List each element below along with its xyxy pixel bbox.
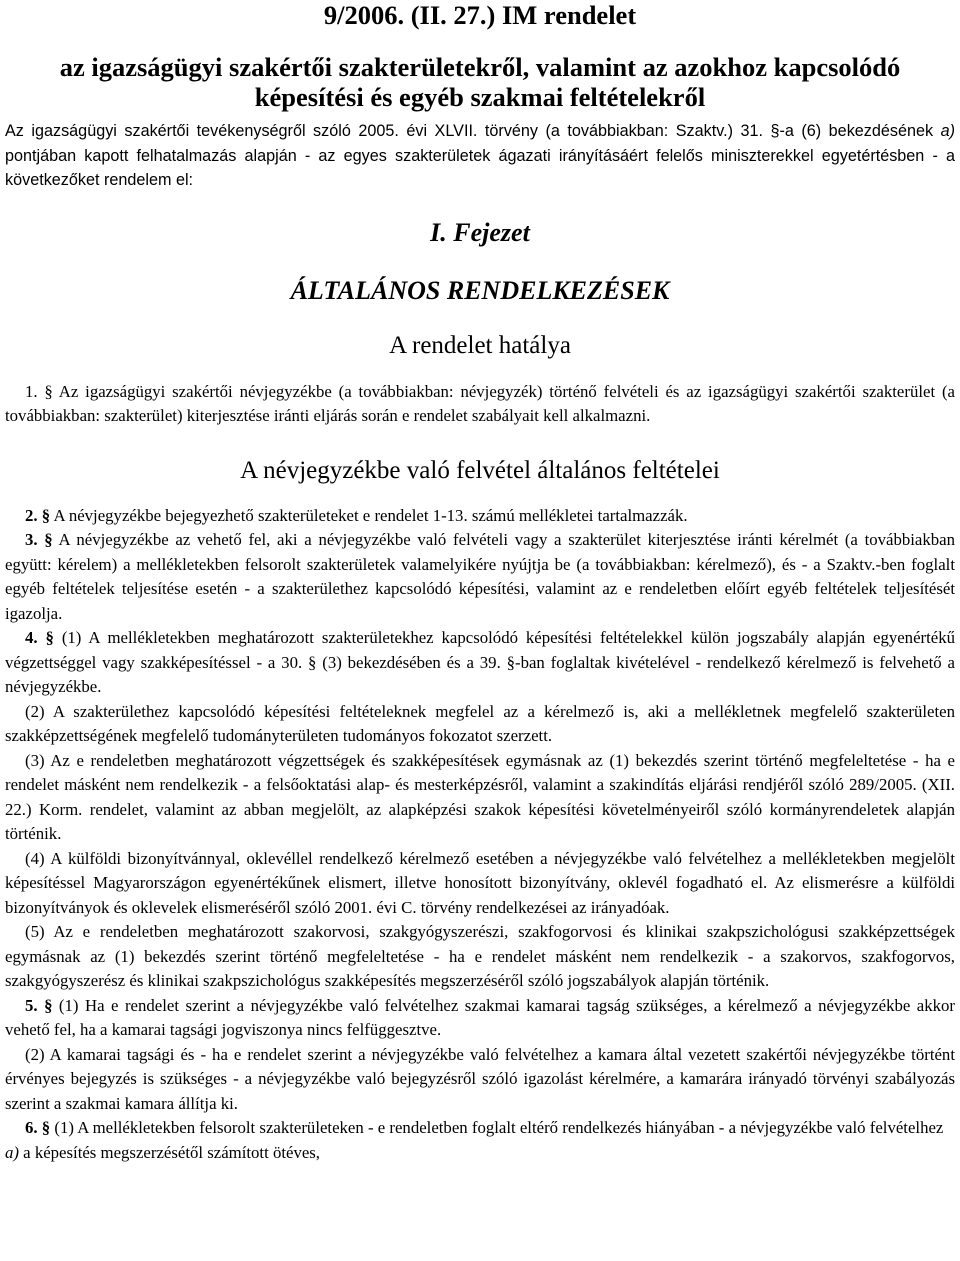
decree-title-line-1: az igazságügyi szakértői szakterületekről, valamint az azokhoz kapcsolódó — [59, 52, 901, 82]
paragraph-4-5: (5) Az e rendeletben meghatározott szakorvosi, szakgyógyszerészi, szakfogorvosi és klinikai szakpszichológusi szakképzettségek egymásnak az (1) bekezdés szerint történő megfeleltetése - ha e rendelet másként nem rendelkezik - a szakorvos, szakfogorvos, szakgyógyszerész és klinikai szakpszichológus szakképesítés megszerzéséről szóló jogszabályok alapján történik. — [5, 922, 955, 991]
paragraph-4-4: (4) A külföldi bizonyítvánnyal, oklevéllel rendelkező kérelmező esetében a névjegyzékbe való felvételhez a mellékletekben megjelölt képesítéssel Magyarországon egyenértékűnek elismert, illetve honosított bizonyítvány, oklevél fogadható el. Az elismerésre a külföldi bizonyítványok és oklevelek elismeréséről szóló 2001. évi C. törvény rendelkezései az irányadóak. — [5, 848, 955, 917]
section-heading-scope: A rendelet hatálya — [389, 331, 571, 359]
preamble-italic: a) — [940, 122, 955, 140]
chapter-number: I. Fejezet — [430, 217, 530, 247]
section-heading-conditions: A névjegyzékbe való felvétel általános feltételei — [240, 456, 720, 484]
paragraph-6-1-text: (1) A mellékletekben felsorolt szakterületeken - e rendeletben foglalt eltérő rendelkezés hiányában - a névjegyzékbe való felvételhez — [50, 1118, 944, 1138]
item-a-label: a) — [5, 1142, 19, 1162]
item-a-text: a képesítés megszerzésétől számított ötéves, — [18, 1142, 321, 1162]
paragraph-4-1-text: (1) A mellékletekben meghatározott szakterületekhez kapcsolódó képesítési feltételekkel külön jogszabály alapján egyenértékű végzettséggel vagy szakképesítéssel - a 30. § (3) bekezdésében és a 39. §-ban foglaltak kivételével - rendelkező kérelmező is felvehető a névjegyzékbe. — [5, 628, 956, 697]
paragraph-4-3: (3) Az e rendeletben meghatározott végzettségek és szakképesítések egymásnak az (1) bekezdés szerint történő megfeleltetése - ha e rendelet másként nem rendelkezik - a felsőoktatási alap- és mesterképzésről, valamint a szakindítás eljárási rendjéről szóló 289/2005. (XII. 22.) Korm. rendelet, valamint az abban megjelölt, az alapképzési szakok képesítési követelményeiről szóló kormányrendeletek alapján történik. — [5, 750, 955, 844]
paragraph-1-number: 1. § — [25, 381, 53, 401]
paragraph-6-1 — [5, 1116, 955, 1141]
paragraph-4-1 — [5, 626, 955, 700]
paragraph-5-1-text: (1) Ha e rendelet szerint a névjegyzékbe való felvételhez szakmai kamarai tagság szükséges, a kérelmező a névjegyzékbe akkor vehető fel, ha a kamarai tagsági jogviszonya nincs felfüggesztve. — [5, 995, 955, 1040]
paragraph-4-2: (2) A szakterülethez kapcsolódó képesítési feltételeknek megfelel az a kérelmező is, aki a mellékletnek megfelelő szakterületen szakképzettségének megfelelő tudományterületen tudományos fokozatot szerzett. — [5, 701, 955, 746]
paragraph-3-text: A névjegyzékbe az vehető fel, aki a névjegyzékbe való felvételi vagy a szakterület kiterjesztése iránti kérelmét (a továbbiakban együtt: kérelem) a mellékletekben felsorolt szakterületek valamelyikére nyújtja be (a továbbiakban: kérelmező), és - a Szaktv.-ben foglalt egyéb feltételek teljesítése esetén - a szakterülethez kapcsolódó képesítési, valamint az e rendeletben előírt egyéb feltételek teljesítését igazolja. — [5, 530, 955, 623]
paragraph-6-number: 6. § — [25, 1118, 51, 1138]
preamble-paragraph — [5, 119, 955, 193]
paragraph-2-number: 2. § — [25, 505, 51, 525]
paragraph-5-1 — [5, 994, 955, 1043]
paragraph-3 — [5, 528, 955, 626]
preamble-text-2: pontjában kapott felhatalmazás alapján - az egyes szakterületek ágazati irányításáért felelős miniszterekkel egyetértésben - a következőket rendelem el: — [5, 146, 955, 190]
paragraph-3-number: 3. § — [25, 530, 53, 550]
paragraph-5-2: (2) A kamarai tagsági és - ha e rendelet szerint a névjegyzékbe való felvételhez a kamara által vezetett szakértői névjegyzékbe történt érvényes bejegyzés is szükséges - a névjegyzékbe való bejegyzésről szóló igazolást kérelmére, a kamarára irányadó törvényi szabályozás szerint a szakmai kamara állítja ki. — [5, 1044, 955, 1113]
paragraph-5-number: 5. § — [25, 995, 53, 1015]
paragraph-1 — [5, 380, 955, 429]
paragraph-2 — [5, 504, 955, 529]
paragraph-4-number: 4. § — [25, 628, 54, 648]
decree-title-line-2: képesítési és egyéb szakmai feltételekről — [254, 82, 706, 112]
document-page — [0, 1, 960, 1165]
paragraph-1-text: Az igazságügyi szakértői névjegyzékbe (a továbbiakban: névjegyzék) történő felvételi és az igazságügyi szakértői szakterület (a továbbiakban: szakterület) kiterjesztése iránti eljárás során e rendelet szabályait kell alkalmazni. — [5, 381, 956, 426]
preamble-text-1: Az igazságügyi szakértői tevékenységről szóló 2005. évi XLVII. törvény (a továbbiakban: Szaktv.) 31. §-a (6) bekezdésének — [5, 122, 941, 140]
paragraph-2-text: A névjegyzékbe bejegyezhető szakterületeket e rendelet 1-13. számú mellékletei tartalmazzák. — [50, 505, 688, 525]
chapter-title: ÁLTALÁNOS RENDELKEZÉSEK — [290, 275, 670, 305]
decree-number-title: 9/2006. (II. 27.) IM rendelet — [323, 0, 637, 30]
paragraph-6-item-a — [5, 1141, 955, 1166]
